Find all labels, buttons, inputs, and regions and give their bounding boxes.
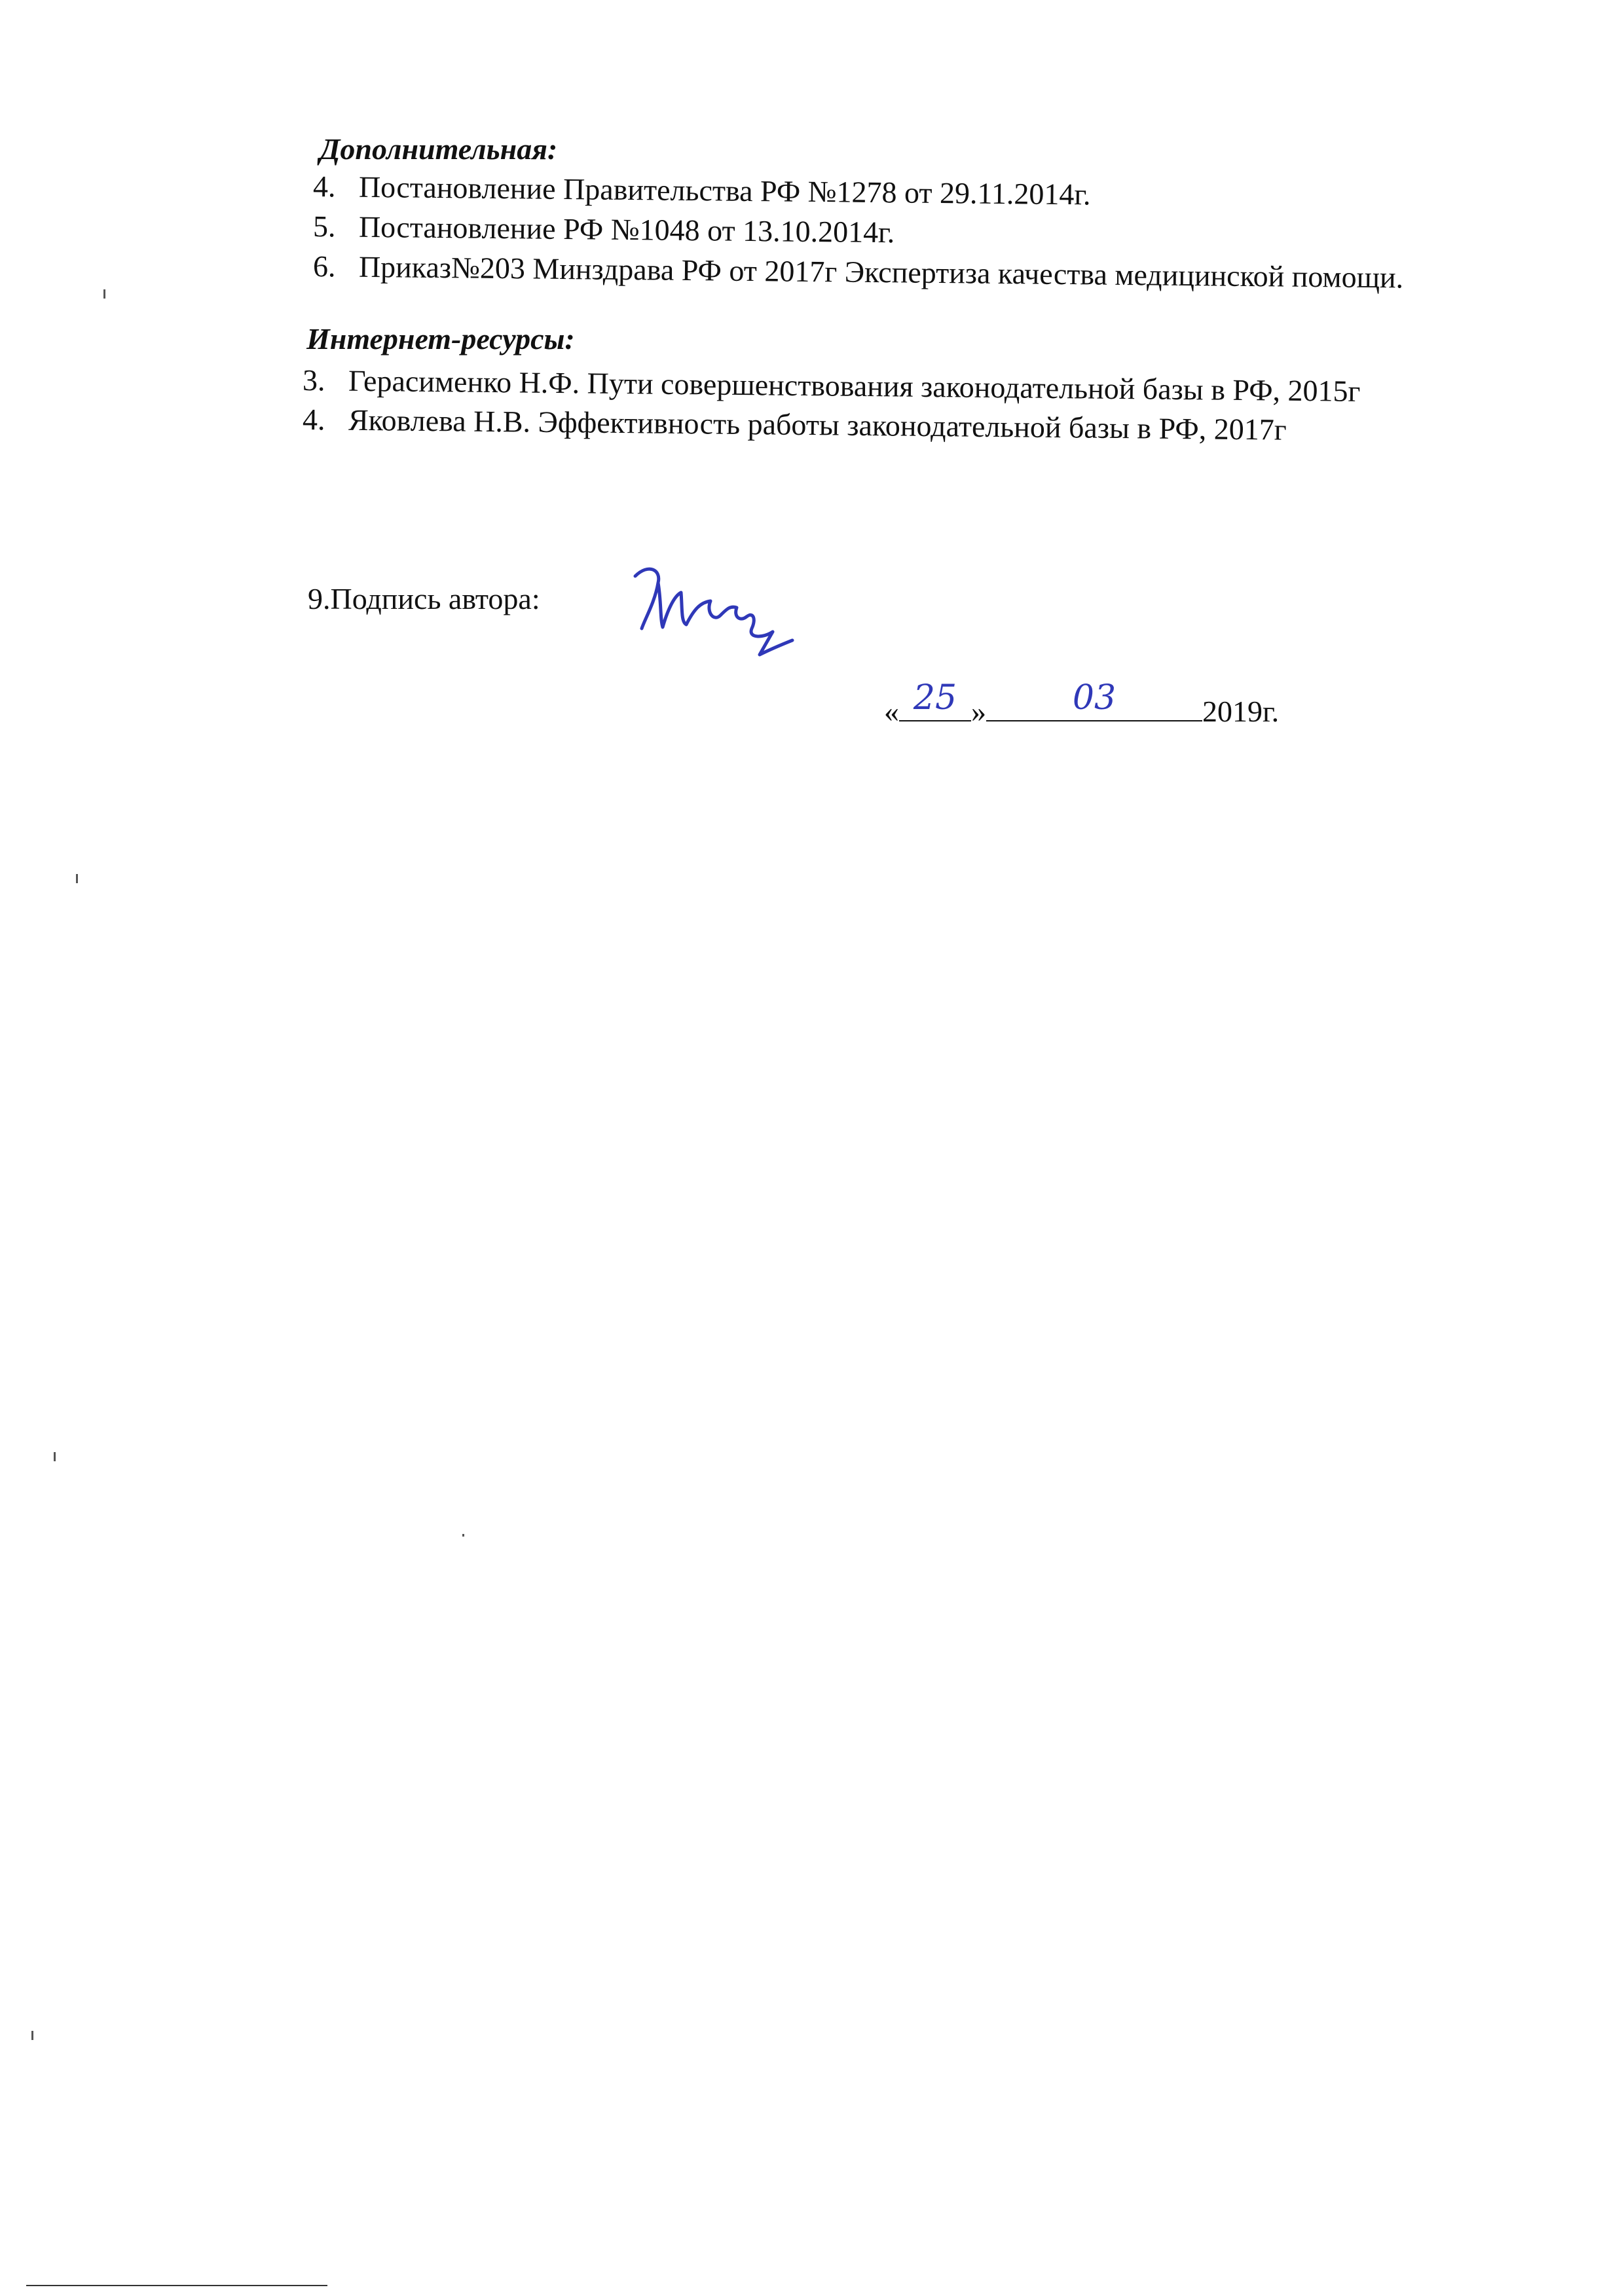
list-item xyxy=(313,172,1091,210)
item-text: Яковлева Н.В. Эффективность работы законодательной базы в РФ, 2017г xyxy=(348,403,1287,446)
list-item xyxy=(313,211,895,247)
item-number: 4. xyxy=(302,403,325,437)
item-number: 3. xyxy=(302,363,325,397)
year-text: 2019г. xyxy=(1202,695,1280,728)
scan-mark xyxy=(462,1534,464,1537)
signature-label: 9.Подпись автора: xyxy=(308,582,540,615)
signature-date xyxy=(884,678,1280,729)
open-quote: « xyxy=(884,695,899,728)
scan-mark xyxy=(31,2031,33,2040)
close-quote: » xyxy=(971,695,986,728)
month-field xyxy=(986,678,1202,721)
handwritten-signature xyxy=(622,556,819,668)
additional-heading: Дополнительная: xyxy=(320,132,558,166)
internet-heading: Интернет-ресурсы: xyxy=(306,322,575,355)
item-number: 6. xyxy=(312,249,336,283)
scan-mark xyxy=(103,289,105,299)
list-item xyxy=(303,405,1287,445)
scan-mark xyxy=(54,1452,56,1461)
item-text: Постановление РФ №1048 от 13.10.2014г. xyxy=(358,210,895,249)
day-field xyxy=(899,678,971,721)
list-item xyxy=(313,251,1404,293)
day-value: 25 xyxy=(913,678,957,718)
item-number: 4. xyxy=(312,170,336,204)
item-text: Приказ№203 Минздрава РФ от 2017г Экспертиза качества медицинской помощи. xyxy=(358,249,1404,295)
month-value: 03 xyxy=(1072,678,1116,718)
footer-rule xyxy=(26,2285,327,2286)
item-text: Постановление Правительства РФ №1278 от 29.11.2014г. xyxy=(358,170,1091,211)
item-text: Герасименко Н.Ф. Пути совершенствования законодательной базы в РФ, 2015г xyxy=(348,363,1361,408)
scan-mark xyxy=(76,874,78,883)
item-number: 5. xyxy=(312,210,336,244)
list-item xyxy=(303,365,1361,407)
